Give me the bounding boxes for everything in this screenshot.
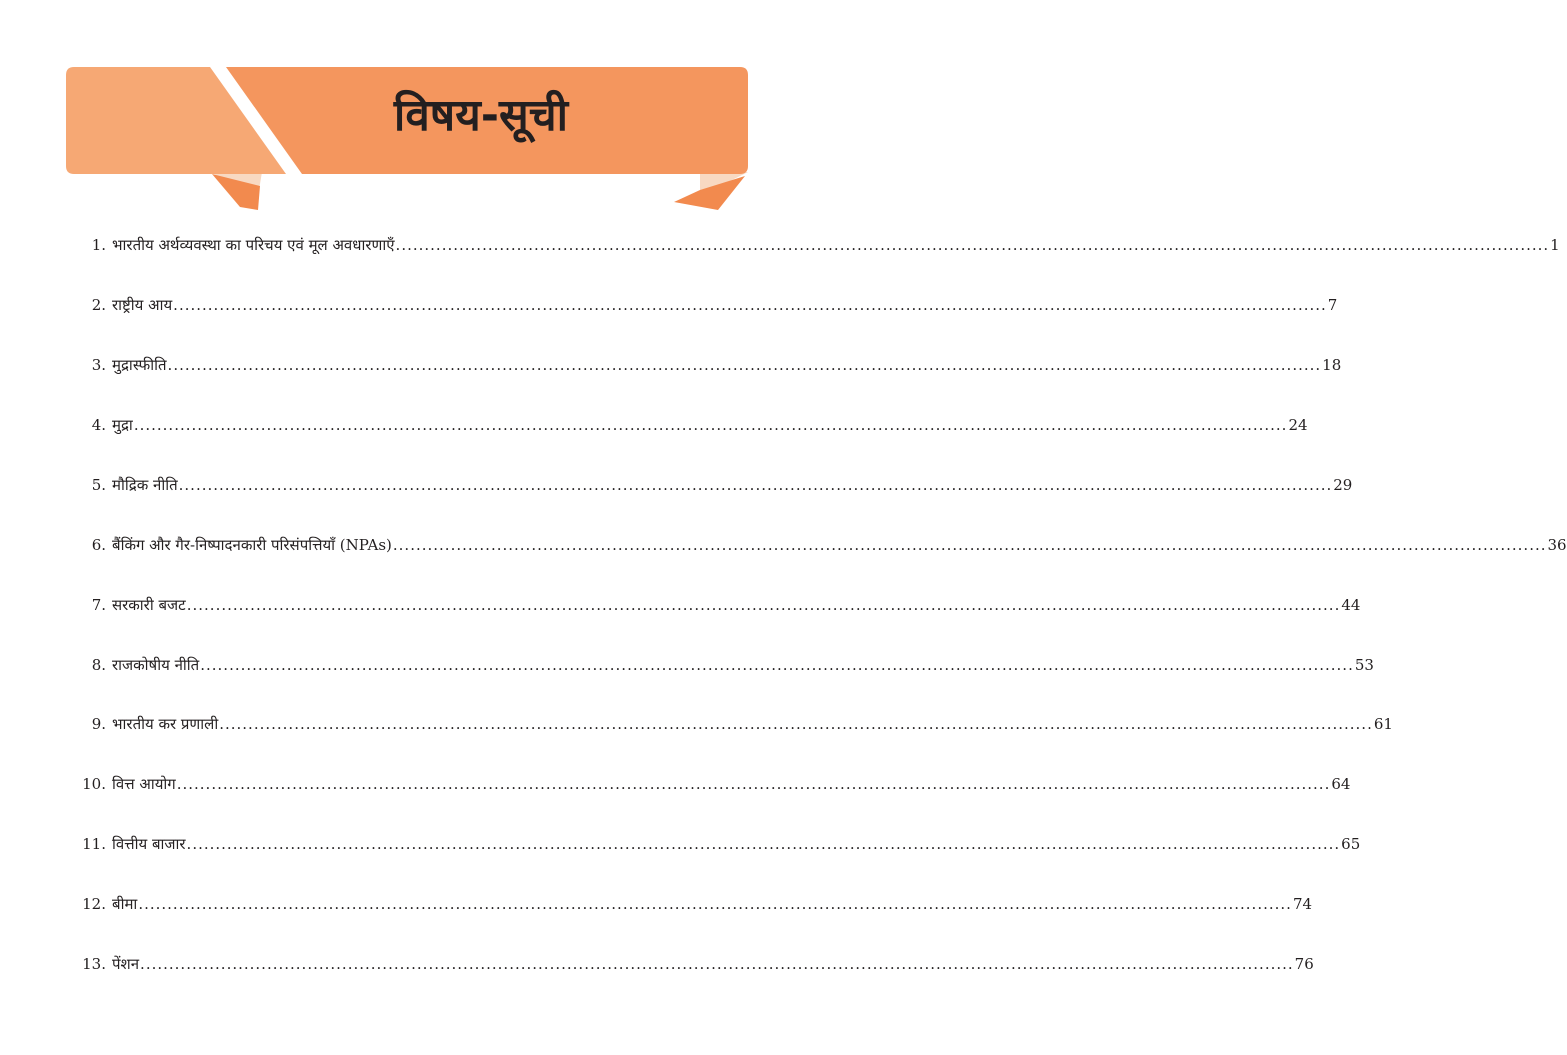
- title-banner: [0, 0, 816, 220]
- toc-entry-title: मुद्रास्फीति: [112, 356, 167, 374]
- toc-entry-title: भारतीय अर्थव्यवस्था का परिचय एवं मूल अवधारणाएँ: [112, 236, 395, 254]
- toc-entry[interactable]: [74, 229, 1560, 255]
- toc-leader-dots: ........................................................................................................................................................................................................: [178, 476, 1333, 494]
- toc-entry-number: 11.: [82, 835, 106, 853]
- toc-entry[interactable]: [74, 469, 1353, 495]
- toc-leader-dots: ........................................................................................................................................................................................................: [186, 596, 1341, 614]
- toc-entry-page: 76: [1294, 955, 1314, 973]
- page-title: विषय-सूची: [393, 90, 569, 141]
- toc-entry-page: 74: [1292, 895, 1313, 913]
- toc-entry-page: 29: [1333, 476, 1353, 494]
- toc-entry-number: 1.: [91, 236, 106, 254]
- toc-entry[interactable]: [74, 768, 1351, 794]
- toc-leader-dots: ........................................................................................................................................................................................................: [395, 236, 1550, 254]
- toc-entry[interactable]: [74, 888, 1313, 914]
- toc-entry-title: राजकोषीय नीति: [112, 656, 200, 674]
- toc-leader-dots: ........................................................................................................................................................................................................: [200, 656, 1354, 674]
- toc-entry-page: 64: [1331, 775, 1351, 793]
- toc-entry-number: 4.: [91, 416, 106, 434]
- toc-entry-number: 2.: [91, 296, 106, 314]
- toc-entry-title: वित्तीय बाजार: [112, 835, 186, 853]
- toc-entry-page: 61: [1373, 715, 1393, 733]
- toc-entry-page: 7: [1327, 296, 1338, 314]
- toc-entry-title: राष्ट्रीय आय: [112, 296, 173, 314]
- toc-entry-number: 13.: [82, 955, 106, 973]
- toc-leader-dots: ........................................................................................................................................................................................................: [140, 955, 1294, 973]
- toc-entry-number: 10.: [82, 775, 106, 793]
- toc-entry[interactable]: [74, 589, 1361, 615]
- toc-entry-page: 36: [1547, 536, 1567, 554]
- toc-entry-number: 8.: [91, 656, 106, 674]
- toc-entry[interactable]: [74, 828, 1361, 854]
- toc-entry-page: 1: [1550, 236, 1560, 254]
- toc-entry[interactable]: [74, 529, 1567, 555]
- toc-entry-page: 44: [1341, 596, 1361, 614]
- toc-entry[interactable]: [74, 289, 1338, 315]
- toc-leader-dots: ........................................................................................................................................................................................................: [186, 835, 1341, 853]
- toc-entry-number: 7.: [91, 596, 106, 614]
- toc-entry-title: मुद्रा: [112, 416, 133, 434]
- toc-leader-dots: ........................................................................................................................................................................................................: [133, 416, 1288, 434]
- toc-entry-title: भारतीय कर प्रणाली: [112, 715, 219, 733]
- toc-leader-dots: ........................................................................................................................................................................................................: [392, 536, 1547, 554]
- toc-entry-number: 6.: [91, 536, 106, 554]
- toc-entry[interactable]: [74, 409, 1308, 435]
- toc-entry-page: 65: [1341, 835, 1361, 853]
- toc-entry[interactable]: [74, 649, 1374, 675]
- toc-entry-title: बीमा: [112, 895, 138, 913]
- toc-entry-page: 24: [1288, 416, 1308, 434]
- toc-entry-number: 9.: [91, 715, 106, 733]
- toc-entry-title: बैंकिंग और गैर-निष्पादनकारी परिसंपत्तियाँ (NPAs): [112, 536, 392, 554]
- toc-entry-title: सरकारी बजट: [112, 596, 186, 614]
- toc-entry[interactable]: [74, 948, 1314, 974]
- toc-entry[interactable]: [74, 349, 1342, 375]
- toc-leader-dots: ........................................................................................................................................................................................................: [173, 296, 1327, 314]
- toc-leader-dots: ........................................................................................................................................................................................................: [167, 356, 1322, 374]
- toc-entry-title: पेंशन: [112, 955, 140, 973]
- toc-entry-number: 5.: [91, 476, 106, 494]
- toc-leader-dots: ........................................................................................................................................................................................................: [219, 715, 1373, 733]
- toc-entry-page: 53: [1354, 656, 1374, 674]
- toc-entry-title: मौद्रिक नीति: [112, 476, 178, 494]
- toc-entry[interactable]: [74, 708, 1393, 734]
- toc-entry-number: 12.: [82, 895, 106, 913]
- toc-leader-dots: ........................................................................................................................................................................................................: [176, 775, 1331, 793]
- toc-entry-title: वित्त आयोग: [112, 775, 176, 793]
- toc-entry-number: 3.: [91, 356, 106, 374]
- toc-entry-page: 18: [1322, 356, 1342, 374]
- toc-leader-dots: ........................................................................................................................................................................................................: [138, 895, 1292, 913]
